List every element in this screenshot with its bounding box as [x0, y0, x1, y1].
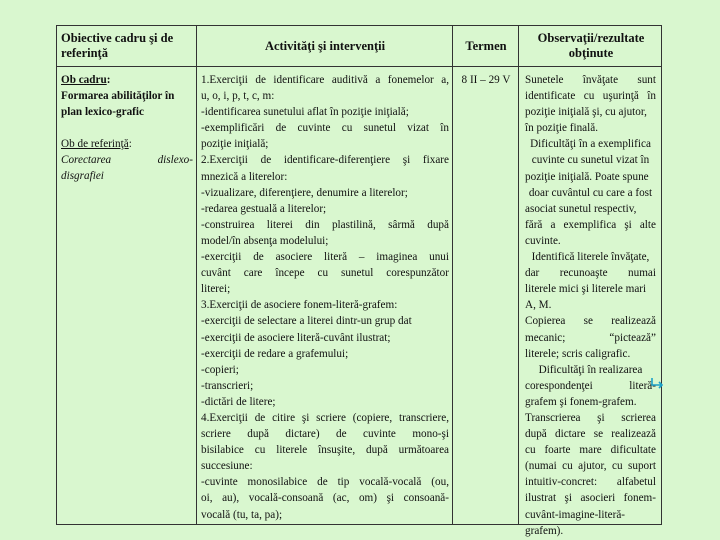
- turn-right-arrow-icon: [650, 377, 664, 389]
- reference-objective-colon: :: [128, 138, 132, 151]
- observation-line: doar cuvântul cu care a fost: [528, 186, 653, 199]
- activity-line: -dictări de litere;: [201, 395, 276, 408]
- observation-line: intuitiv-concret: alfabetul: [525, 476, 656, 489]
- observation-line: Dificultăţi în a exemplifica: [530, 138, 651, 151]
- header-term: Termen: [465, 38, 507, 53]
- observation-line: cu foarte mare dificultate: [525, 444, 656, 457]
- observation-line: în poziţie finală.: [525, 122, 599, 135]
- activity-line: oi, au), vocală-consoană (ac, om) şi consoană-: [201, 492, 449, 505]
- header-divider: [57, 66, 661, 67]
- framework-objective-label: Ob cadru: [61, 74, 107, 86]
- observation-line: fără a exemplifica şi alte: [525, 218, 656, 231]
- observation-line: (numai cu ajutor, cu suport: [525, 460, 656, 473]
- activity-line: -transcrieri;: [201, 379, 254, 392]
- activity-line: vocală (tu, ta, pa);: [201, 508, 283, 521]
- observation-line: cuvânt-imagine-literă-: [525, 508, 626, 521]
- activity-line: -exerciţii de redare a grafemului;: [201, 347, 349, 360]
- reference-objective-line: [61, 152, 193, 168]
- framework-objective-line: plan lexico-grafic: [61, 106, 144, 119]
- observation-line: Dificultăţi în realizarea: [538, 363, 643, 376]
- activity-line: -exerciţii de selectare a literei dintr-un grup dat: [201, 315, 412, 328]
- header-observations: Observaţii/rezultate obţinute: [537, 31, 645, 60]
- activity-line: -exerciţii de asociere literă-cuvânt ilustrat;: [201, 331, 391, 344]
- observation-line: A, M.: [525, 299, 552, 312]
- activity-line: -copieri;: [201, 363, 239, 376]
- observation-line: poziţie iniţială şi, cu ajutor,: [525, 106, 647, 119]
- activity-line: -redarea gestuală a literelor;: [201, 202, 327, 215]
- observation-line: literele mici şi literele mari: [525, 283, 647, 296]
- activity-line: poziţie iniţială;: [201, 138, 269, 151]
- observation-line: identificate cu uşurinţă în: [525, 90, 656, 103]
- reference-objective-line: disgrafiei: [61, 170, 104, 183]
- activity-line: -cuvinte monosilabice de tip vocală-vocală (ou,: [201, 476, 449, 489]
- observation-line: grafem).: [525, 524, 564, 537]
- observation-line: dar recunoaşte numai: [525, 267, 656, 280]
- observation-line: ilustrat şi asocieri fonem-: [525, 492, 656, 505]
- framework-objective-line: Formarea abilităţilor în: [61, 90, 175, 103]
- objectives-cell: [61, 72, 193, 185]
- observation-line: asociat sunetul respectiv,: [525, 202, 637, 215]
- activity-line: succesiune:: [201, 460, 253, 473]
- activity-line: bisilabice cu literele însuşite, după următoarea: [201, 444, 449, 457]
- observation-line: corespondenţei literă-: [525, 379, 656, 392]
- activity-line: literei;: [201, 283, 231, 296]
- activity-line: -construirea literei din plastilină, sârmă după: [201, 218, 449, 231]
- observation-line: Sunetele învăţate sunt: [525, 74, 656, 86]
- observations-cell: [525, 72, 656, 539]
- observation-line: cuvinte cu sunetul vizat în: [531, 154, 650, 167]
- activity-line: cuvânt care începe cu sunetul corespunzător: [201, 267, 449, 280]
- activity-line: 3.Exerciţii de asociere fonem-literă-grafem:: [201, 299, 398, 312]
- term-cell: 8 II – 29 V: [461, 74, 511, 86]
- activity-line: scriere după dictare) de cuvinte mono-şi: [201, 428, 449, 441]
- observation-line: cuvinte.: [525, 234, 561, 247]
- activity-line: u, o, i, p, t, c, m:: [201, 90, 275, 103]
- activity-line: 2.Exerciţii de identificare-diferenţiere şi fixare: [201, 154, 449, 167]
- reference-objective-heading: [61, 136, 193, 152]
- observation-line: mecanic; “pictează”: [525, 331, 656, 344]
- activity-line: -exerciţii de asociere literă – imaginea unui: [201, 251, 449, 264]
- column-divider-2: [452, 26, 453, 524]
- column-divider-1: [196, 26, 197, 524]
- activity-line: -vizualizare, diferenţiere, denumire a literelor;: [201, 186, 408, 199]
- observation-line: Transcrierea şi scrierea: [525, 411, 656, 424]
- observation-line: după dictare se realizează: [525, 428, 656, 441]
- header-objectives: Obiective cadru şi de referinţă: [61, 31, 174, 60]
- reference-objective-word: dislexo-: [157, 154, 193, 167]
- observation-line: Copierea se realizează: [525, 315, 656, 328]
- framework-objective-colon: :: [106, 74, 111, 86]
- activities-cell: [201, 72, 449, 523]
- reference-objective-word: Corectarea: [61, 154, 112, 167]
- activity-line: 1.Exerciţii de identificare auditivă a fonemelor a,: [201, 74, 449, 86]
- activity-line: mnezică a literelor:: [201, 170, 288, 183]
- activity-line: -exemplificări de cuvinte cu sunetul vizat în: [201, 122, 449, 135]
- observation-line: Identifică literele învăţate,: [531, 251, 650, 264]
- header-activities: Activităţi şi intervenţii: [264, 38, 386, 53]
- activity-line: model/în absenţa modelului;: [201, 234, 329, 247]
- observation-line: grafem şi fonem-grafem.: [525, 395, 637, 408]
- observation-line: poziţie iniţială. Poate spune: [525, 170, 649, 183]
- activity-line: 4.Exerciţii de citire şi scriere (copiere, transcriere,: [201, 411, 449, 424]
- plan-table: [56, 25, 662, 537]
- activity-line: -identificarea sunetului aflat în poziţie iniţială;: [201, 106, 409, 119]
- column-divider-3: [518, 26, 519, 524]
- framework-objective-heading: [61, 72, 193, 88]
- reference-objective-label: Ob de referinţă: [61, 138, 129, 151]
- observation-line: literele; scris caligrafic.: [525, 347, 631, 360]
